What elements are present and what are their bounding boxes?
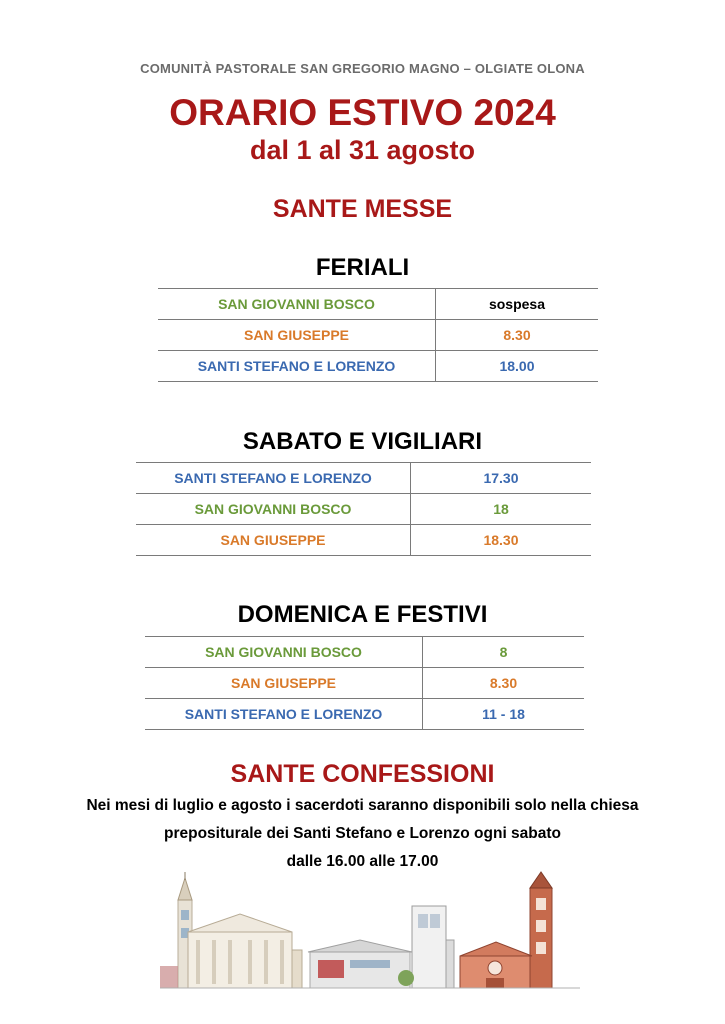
time-cell: 18 <box>411 494 592 525</box>
confessions-title: SANTE CONFESSIONI <box>230 760 495 788</box>
church-cell: SAN GIOVANNI BOSCO <box>145 637 423 668</box>
sabato-heading: SABATO E VIGILIARI <box>242 428 483 455</box>
churches-illustration-icon <box>160 870 580 995</box>
san-giovanni-bosco-church-icon <box>308 906 454 988</box>
sabato-table <box>136 462 591 556</box>
table-row <box>145 668 584 699</box>
community-name: COMUNITÀ PASTORALE SAN GREGORIO MAGNO – OLGIATE OLONA <box>140 61 585 76</box>
church-cell: SANTI STEFANO E LORENZO <box>158 351 436 382</box>
church-cell: SAN GIUSEPPE <box>136 525 411 556</box>
table-row <box>158 351 598 382</box>
page-title: ORARIO ESTIVO 2024 <box>169 92 556 133</box>
feriali-heading: FERIALI <box>315 254 410 281</box>
confessions-line-2: prepositurale dei Santi Stefano e Lorenzo ogni sabato <box>163 825 562 842</box>
church-cell: SAN GIUSEPPE <box>158 320 436 351</box>
masses-title: SANTE MESSE <box>272 195 453 223</box>
table-row <box>145 699 584 730</box>
table-row <box>158 289 598 320</box>
table-row <box>145 637 584 668</box>
time-cell: 18.00 <box>436 351 599 382</box>
feriali-table <box>158 288 598 382</box>
date-range: dal 1 al 31 agosto <box>249 135 476 165</box>
time-cell: 17.30 <box>411 463 592 494</box>
time-cell: 8.30 <box>436 320 599 351</box>
table-row <box>136 463 591 494</box>
time-cell: sospesa <box>436 289 599 320</box>
church-cell: SAN GIOVANNI BOSCO <box>136 494 411 525</box>
church-cell: SAN GIUSEPPE <box>145 668 423 699</box>
confessions-line-1: Nei mesi di luglio e agosto i sacerdoti saranno disponibili solo nella chiesa <box>86 797 639 814</box>
time-cell: 8 <box>423 637 585 668</box>
table-row <box>136 525 591 556</box>
confessions-line-3: dalle 16.00 alle 17.00 <box>286 853 439 870</box>
time-cell: 11 - 18 <box>423 699 585 730</box>
domenica-heading: DOMENICA E FESTIVI <box>237 601 488 628</box>
church-cell: SANTI STEFANO E LORENZO <box>136 463 411 494</box>
time-cell: 18.30 <box>411 525 592 556</box>
santi-stefano-lorenzo-church-icon <box>460 872 552 988</box>
church-cell: SANTI STEFANO E LORENZO <box>145 699 423 730</box>
san-giuseppe-church-icon <box>160 872 302 988</box>
domenica-table <box>145 636 584 730</box>
time-cell: 8.30 <box>423 668 585 699</box>
church-cell: SAN GIOVANNI BOSCO <box>158 289 436 320</box>
table-row <box>158 320 598 351</box>
table-row <box>136 494 591 525</box>
